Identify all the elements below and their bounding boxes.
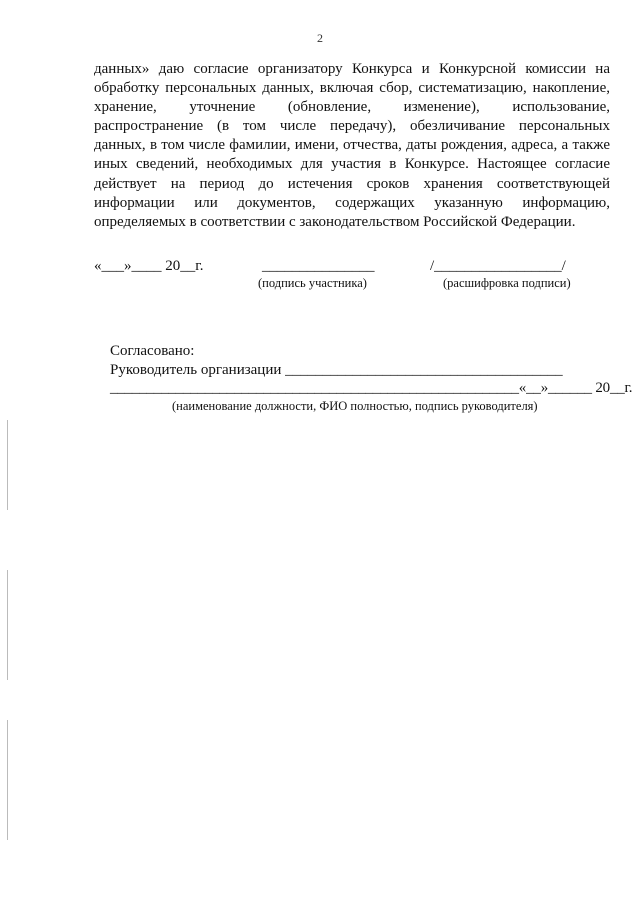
paragraph-line: действует на период до истечения сроков хранения соответствующей [94,175,610,192]
participant-signature-line: _______________ [262,258,375,274]
scan-mark [7,720,8,840]
paragraph-line: хранение, уточнение (обновление, изменение), использование, [94,99,610,116]
organization-head-caption: (наименование должности, ФИО полностью, подпись руководителя) [172,399,538,413]
paragraph-line: иных сведений, необходимых для участия в Конкурсе. Настоящее согласие [94,156,610,173]
agreed-label: Согласовано: [110,343,195,359]
organization-head-line: Руководитель организации _____________________________________ [110,362,563,378]
paragraph-line: информации или документов, содержащих указанную информацию, [94,194,610,211]
signature-decode-line: /_________________/ [430,258,566,274]
consent-paragraph [94,60,610,232]
participant-signature-caption: (подпись участника) [258,276,367,290]
paragraph-line: данных» даю согласие организатору Конкурса и Конкурсной комиссии на [94,61,610,77]
paragraph-line: обработку персональных данных, включая сбор, систематизацию, накопление, [94,80,610,97]
paragraph-line: распространение (в том числе передачу), обезличивание персональных [94,118,610,135]
page-number: 2 [317,31,323,45]
scan-mark [7,420,8,510]
paragraph-line: данных, в том числе фамилии, имени, отчества, даты рождения, адреса, а также [94,137,610,154]
organization-head-date-line: ________________________________________________________«__»______ 20__г. [110,380,633,396]
paragraph-line: определяемых в соответствии с законодательством Российской Федерации. [94,213,576,230]
scan-mark [7,570,8,680]
participant-date-field: «___»____ 20__г. [94,258,204,274]
signature-decode-caption: (расшифровка подписи) [443,276,571,290]
